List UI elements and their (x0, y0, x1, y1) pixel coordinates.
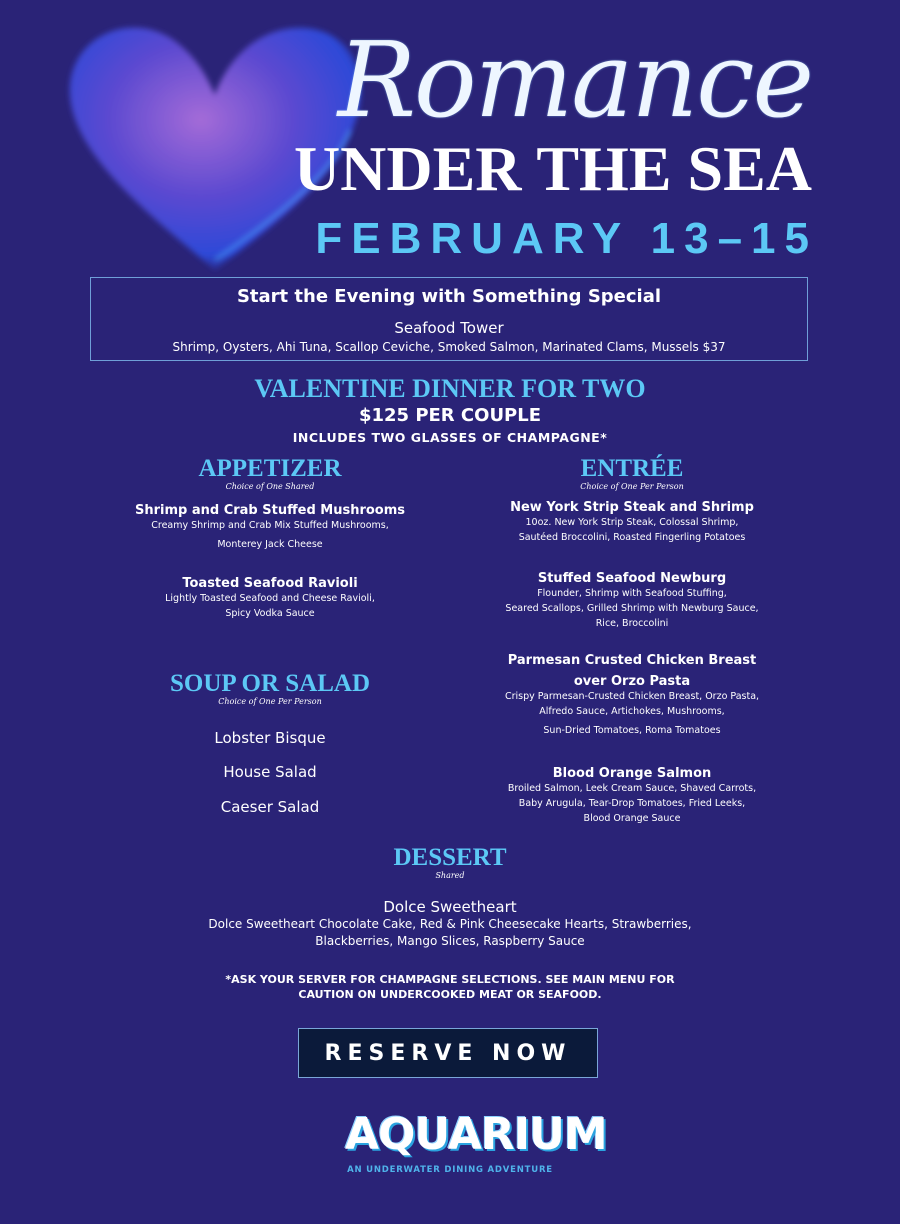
appetizer-note: Choice of One Shared (225, 482, 315, 491)
aquarium-logo[interactable] (345, 1095, 607, 1190)
dish-description: Creamy Shrimp and Crab Mix Stuffed Mushrooms, (151, 520, 389, 531)
romance-title: Romance (337, 19, 812, 141)
dish-description: Blood Orange Sauce (583, 813, 681, 824)
dish-description: Blackberries, Mango Slices, Raspberry Sauce (315, 934, 585, 948)
dessert-title: DESSERT (393, 844, 507, 871)
dish-name: Blood Orange Salmon (552, 766, 712, 781)
entree-note: Choice of One Per Person (580, 482, 684, 491)
dish-name: Toasted Seafood Ravioli (182, 576, 358, 591)
special-box (90, 277, 808, 361)
dish-description: Seared Scallops, Grilled Shrimp with Newburg Sauce, (505, 603, 759, 614)
dish-description: Flounder, Shrimp with Seafood Stuffing, (537, 588, 727, 599)
soup-note: Choice of One Per Person (218, 697, 322, 706)
dessert-item (0, 898, 900, 950)
footnote-line: *ASK YOUR SERVER FOR CHAMPAGNE SELECTIONS. SEE MAIN MENU FOR (225, 973, 675, 986)
menu-item (120, 503, 420, 552)
menu-item (482, 653, 782, 738)
dish-description: Sun-Dried Tomatoes, Roma Tomatoes (543, 725, 721, 736)
entree-title: ENTRÉE (580, 455, 684, 482)
appetizer-title: APPETIZER (198, 455, 342, 482)
soup-item: Lobster Bisque (214, 729, 326, 747)
dessert-note: Shared (435, 871, 465, 880)
dish-description: Alfredo Sauce, Artichokes, Mushrooms, (539, 706, 725, 717)
logo-wordmark: AQUARIUM (345, 1109, 607, 1160)
dish-description: Dolce Sweetheart Chocolate Cake, Red & Pink Cheesecake Hearts, Strawberries, (208, 917, 692, 931)
reserve-now-button[interactable]: RESERVE NOW (298, 1028, 598, 1078)
dish-description: Monterey Jack Cheese (217, 539, 323, 550)
special-item: Seafood Tower (394, 319, 504, 337)
dinner-includes: INCLUDES TWO GLASSES OF CHAMPAGNE* (292, 430, 608, 445)
headline (293, 19, 818, 264)
special-description: Shrimp, Oysters, Ahi Tuna, Scallop Ceviche, Smoked Salmon, Marinated Clams, Mussels $37 (172, 340, 726, 354)
dish-description: Rice, Broccolini (595, 618, 669, 629)
entree-section (482, 456, 782, 491)
menu-item (482, 766, 782, 826)
dish-description: Lightly Toasted Seafood and Cheese Ravioli, (165, 593, 375, 604)
menu-item (120, 576, 420, 621)
event-dates: FEBRUARY 13–15 (315, 214, 818, 263)
under-the-sea-title: UNDER THE SEA (293, 133, 812, 204)
soup-item: Caeser Salad (220, 798, 320, 816)
dish-description: Broiled Salmon, Leek Cream Sauce, Shaved Carrots, (507, 783, 757, 794)
footnote-line: CAUTION ON UNDERCOOKED MEAT OR SEAFOOD. (298, 988, 602, 1001)
soup-section (120, 671, 420, 706)
dish-description: Spicy Vodka Sauce (225, 608, 315, 619)
menu-item (482, 571, 782, 631)
dish-name: Dolce Sweetheart (383, 898, 517, 916)
dessert-section (0, 845, 900, 880)
menu-item (482, 500, 782, 545)
dish-description: 10oz. New York Strip Steak, Colossal Shrimp, (525, 517, 739, 528)
soup-item: House Salad (223, 763, 317, 781)
dish-description: Baby Arugula, Tear-Drop Tomatoes, Fried Leeks, (518, 798, 746, 809)
dish-description: Sautéed Broccolini, Roasted Fingerling Potatoes (518, 532, 746, 543)
logo-tagline: AN UNDERWATER DINING ADVENTURE (347, 1165, 553, 1175)
dish-name: Stuffed Seafood Newburg (537, 571, 727, 586)
dish-name: Shrimp and Crab Stuffed Mushrooms (134, 503, 406, 518)
special-heading: Start the Evening with Something Special (236, 286, 662, 307)
dinner-title: VALENTINE DINNER FOR TWO (254, 374, 646, 403)
soup-title: SOUP OR SALAD (169, 670, 371, 697)
dinner-price: $125 PER COUPLE (358, 405, 542, 426)
dish-name: over Orzo Pasta (573, 674, 691, 689)
dish-name: New York Strip Steak and Shrimp (510, 500, 754, 515)
dish-name: Parmesan Crusted Chicken Breast (507, 653, 757, 668)
dish-description: Crispy Parmesan-Crusted Chicken Breast, Orzo Pasta, (504, 691, 760, 702)
appetizer-section (120, 456, 420, 491)
footnote (0, 972, 900, 1002)
